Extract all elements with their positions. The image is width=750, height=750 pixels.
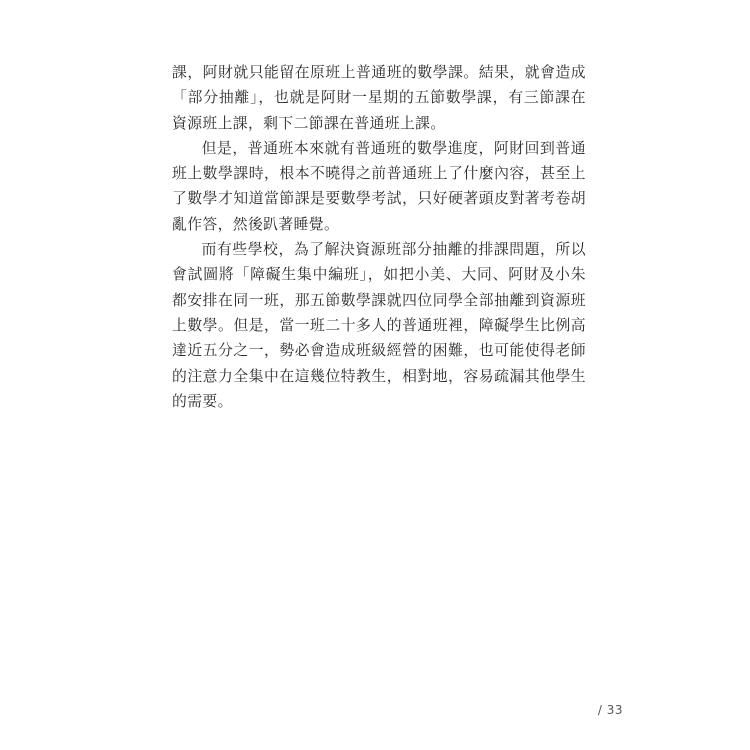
paragraph: 而有些學校，為了解決資源班部分抽離的排課問題，所以會試圖將「障礙生集中編班」，如把小美、大同、阿財及小朱都安排在同一班，那五節數學課就四位同學全部抽離到資源班上數學。但是，當一班二十多人的普通班裡，障礙學生比例高達近五分之一，勢必會造成班級經營的困難，也可能使得老師的注意力全集中在這幾位特教生，相對地，容易疏漏其他學生的需要。	[172, 241, 586, 410]
body-text	[172, 60, 586, 414]
paragraph: 但是，普通班本來就有普通班的數學進度，阿財回到普通班上數學課時，根本不曉得之前普通班上了什麼內容，甚至上了數學才知道當節課是要數學考試，只好硬著頭皮對著考卷胡亂作答，然後趴著睡覺。	[172, 139, 586, 233]
page-number: / 33	[597, 703, 623, 717]
paragraph-continuation: 課，阿財就只能留在原班上普通班的數學課。結果，就會造成「部分抽離」，也就是阿財一星期的五節數學課，有三節課在資源班上課，剩下二節課在普通班上課。	[172, 64, 586, 132]
